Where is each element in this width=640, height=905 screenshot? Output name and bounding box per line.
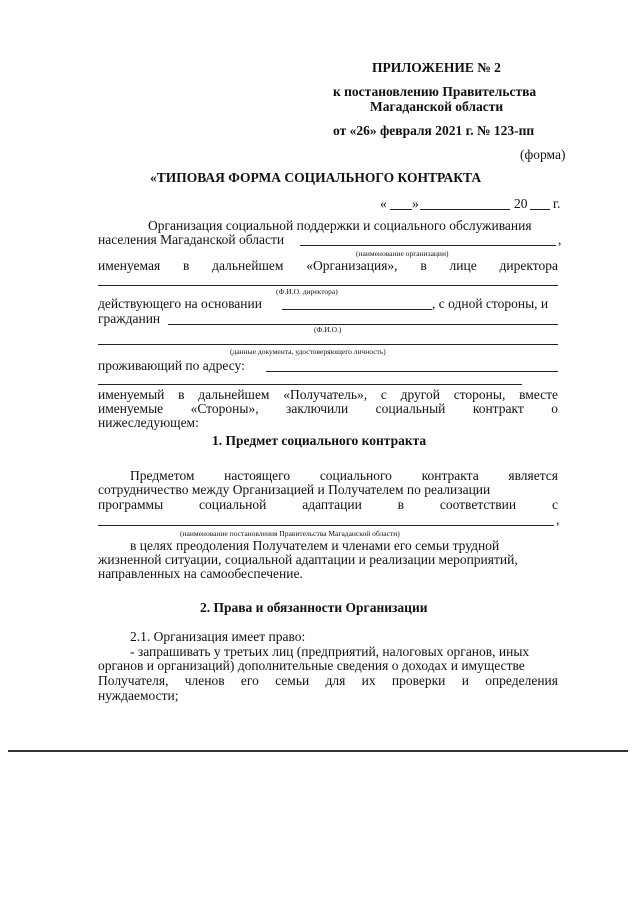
word: проверки [391,673,446,688]
section-2-p2-line-4: нуждаемости; [98,688,179,703]
one-side-text: , с одной стороны, и [432,296,549,311]
word: в [178,387,185,402]
word: настоящего [224,468,291,483]
word: является [508,468,558,483]
document-title: «ТИПОВАЯ ФОРМА СОЦИАЛЬНОГО КОНТРАКТА [150,170,482,185]
word: другой [400,387,440,402]
date-year-prefix: 20 [514,196,528,211]
region-name: Магаданской области [370,99,504,114]
resolution-date-number: от «26» февраля 2021 г. № 123-пп [333,123,535,138]
org-line-2: населения Магаданской области [98,232,285,247]
section-2-title: 2. Права и обязанности Организации [200,600,428,615]
id-document-blank [98,344,558,345]
word: членов [184,673,225,688]
hint-director: (Ф.И.О. директора) [276,287,338,296]
section-1-line-6: жизненной ситуации, социальной адаптации и реализации мероприятий, [98,552,518,567]
address-blank-1 [266,371,558,372]
word: дальнейшем [198,387,270,402]
word: контракта [421,468,479,483]
word: «Получатель», [283,387,368,402]
word: его [240,673,259,688]
word: стороны, [453,387,506,402]
address-label: проживающий по адресу: [98,358,245,373]
word: и [461,673,469,688]
word: Получателя, [98,673,169,688]
section-1-comma: , [556,512,560,527]
word: социального [319,468,392,483]
section-1-line-3 [98,497,558,513]
word: «Организация», [306,258,398,273]
word: с [551,497,558,512]
section-1-line-2: сотрудничество между Организацией и Получателем по реализации [98,482,491,497]
word: именуемая [98,258,161,273]
word: вместе [519,387,558,402]
word: социальной [198,497,267,512]
org-comma: , [558,232,562,247]
section-1-title: 1. Предмет социального контракта [212,433,427,448]
resolution-name-blank [98,525,554,526]
section-1-line-7: направленных на самообеспечение. [98,566,303,581]
basis-blank [282,309,432,310]
word: контракт [472,401,524,416]
date-year-suffix: г. [553,196,561,211]
word: в [183,258,190,273]
citizen-label: гражданин [98,311,161,326]
hint-org-name: (наименование организации) [356,249,449,258]
word: определения [485,673,558,688]
appendix-heading: ПРИЛОЖЕНИЕ № 2 [372,60,501,75]
address-blank-2 [98,384,522,385]
word: директора [499,258,558,273]
acting-basis-label: действующего на основании [98,296,262,311]
word: «Стороны», [190,401,259,416]
word: заключили [286,401,349,416]
section-2-p1: 2.1. Организация имеет право: [130,629,306,644]
section-2-p2-line-3 [98,673,558,689]
director-name-blank [98,285,558,286]
date-open-quote: « [380,196,387,211]
hint-resolution: (наименование постановления Правительства Магаданской области) [180,529,400,538]
hint-id-document: (данные документа, удостоверяющего личность) [230,347,386,356]
date-close-quote: » [412,196,419,211]
section-2-p2-line-1: - запрашивать у третьих лиц (предприятий, налоговых органов, иных [130,644,530,659]
word: именуемые [98,401,164,416]
word: программы [98,497,164,512]
hint-fio: (Ф.И.О.) [314,325,342,334]
date-day-blank [390,209,412,210]
word: социальный [375,401,446,416]
word: семьи [275,673,310,688]
section-1-line-5: в целях преодоления Получателем и членами его семьи трудной [130,538,500,553]
date-year-blank [530,209,550,210]
form-note: (форма) [520,147,566,162]
section-2-p2-line-2: органов и организаций) дополнительные сведения о доходах и имуществе [98,658,525,673]
word: в [420,258,427,273]
org-line-1: Организация социальной поддержки и социального обслуживания [148,218,532,233]
word: с [380,387,387,402]
following-text: нижеследующем: [98,415,199,430]
word: дальнейшем [212,258,284,273]
org-name-blank [300,245,556,246]
word: о [551,401,558,416]
word: для [325,673,346,688]
word: лице [449,258,477,273]
word: их [361,673,376,688]
page-bottom-rule [8,750,628,752]
word: адаптации [302,497,362,512]
citizen-name-blank [168,324,558,325]
word: соответствии [439,497,517,512]
resolution-ref: к постановлению Правительства [333,84,537,99]
word: Предметом [130,468,195,483]
word: в [397,497,405,512]
word: именуемый [98,387,165,402]
named-org-line [98,258,558,274]
date-month-blank [420,209,510,210]
